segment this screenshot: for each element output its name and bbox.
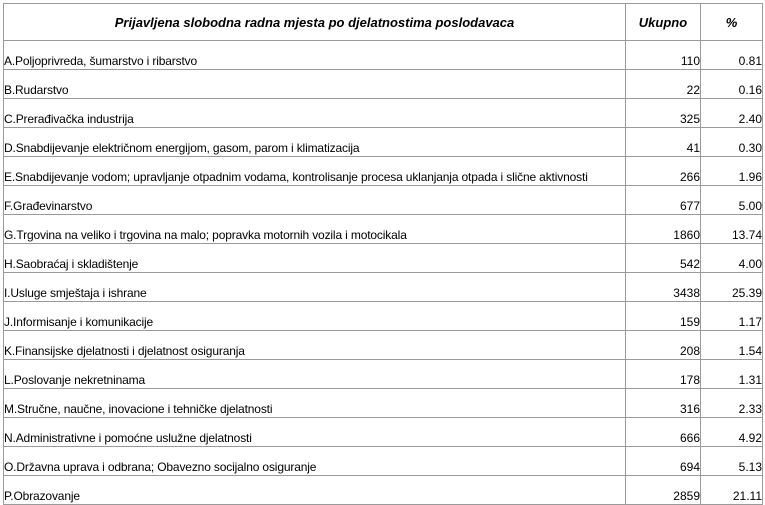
percent-cell: 0.81 — [701, 41, 763, 70]
percent-cell: 2.33 — [701, 389, 763, 418]
activity-name-cell: D.Snabdijevanje električnom energijom, gasom, parom i klimatizacija — [4, 128, 626, 157]
percent-cell: 0.30 — [701, 128, 763, 157]
vacancies-by-activity-table — [3, 3, 763, 505]
activity-name-cell: K.Finansijske djelatnosti i djelatnost osiguranja — [4, 331, 626, 360]
total-cell: 316 — [626, 389, 701, 418]
percent-cell: 21.11 — [701, 476, 763, 505]
percent-cell: 1.17 — [701, 302, 763, 331]
percent-cell: 13.74 — [701, 215, 763, 244]
table-row — [4, 70, 763, 99]
total-cell: 542 — [626, 244, 701, 273]
percent-cell: 4.92 — [701, 418, 763, 447]
table-row — [4, 360, 763, 389]
table-row — [4, 244, 763, 273]
percent-cell: 25.39 — [701, 273, 763, 302]
total-cell: 666 — [626, 418, 701, 447]
total-cell: 3438 — [626, 273, 701, 302]
table-row — [4, 331, 763, 360]
table-row — [4, 128, 763, 157]
total-cell: 1860 — [626, 215, 701, 244]
percent-cell: 4.00 — [701, 244, 763, 273]
table-row — [4, 215, 763, 244]
table-row — [4, 186, 763, 215]
table-row — [4, 447, 763, 476]
total-cell: 694 — [626, 447, 701, 476]
table-row — [4, 41, 763, 70]
activity-name-cell: B.Rudarstvo — [4, 70, 626, 99]
percent-cell: 1.54 — [701, 331, 763, 360]
total-cell: 325 — [626, 99, 701, 128]
activity-name-cell: P.Obrazovanje — [4, 476, 626, 505]
total-cell: 677 — [626, 186, 701, 215]
activity-name-cell: I.Usluge smještaja i ishrane — [4, 273, 626, 302]
activity-name-cell: J.Informisanje i komunikacije — [4, 302, 626, 331]
activity-name-cell: A.Poljoprivreda, šumarstvo i ribarstvo — [4, 41, 626, 70]
activity-name-cell: L.Poslovanje nekretninama — [4, 360, 626, 389]
activity-name-cell: E.Snabdijevanje vodom; upravljanje otpadnim vodama, kontrolisanje procesa uklanjanja otpada i slične aktivnosti — [4, 157, 626, 186]
percent-cell: 2.40 — [701, 99, 763, 128]
total-cell: 159 — [626, 302, 701, 331]
percent-column-header: % — [701, 4, 763, 41]
table-title-header: Prijavljena slobodna radna mjesta po djelatnostima poslodavaca — [4, 4, 626, 41]
percent-cell: 1.96 — [701, 157, 763, 186]
activity-name-cell: C.Prerađivačka industrija — [4, 99, 626, 128]
activity-name-cell: N.Administrativne i pomoćne uslužne djelatnosti — [4, 418, 626, 447]
activity-name-cell: M.Stručne, naučne, inovacione i tehničke djelatnosti — [4, 389, 626, 418]
percent-cell: 0.16 — [701, 70, 763, 99]
percent-cell: 5.13 — [701, 447, 763, 476]
activity-name-cell: O.Državna uprava i odbrana; Obavezno socijalno osiguranje — [4, 447, 626, 476]
total-cell: 266 — [626, 157, 701, 186]
table-row — [4, 389, 763, 418]
total-cell: 110 — [626, 41, 701, 70]
total-cell: 178 — [626, 360, 701, 389]
total-cell: 208 — [626, 331, 701, 360]
table-row — [4, 99, 763, 128]
table-row — [4, 157, 763, 186]
percent-cell: 1.31 — [701, 360, 763, 389]
total-cell: 41 — [626, 128, 701, 157]
activity-name-cell: F.Građevinarstvo — [4, 186, 626, 215]
table-row — [4, 273, 763, 302]
table-row — [4, 476, 763, 505]
total-cell: 2859 — [626, 476, 701, 505]
percent-cell: 5.00 — [701, 186, 763, 215]
activity-name-cell: H.Saobraćaj i skladištenje — [4, 244, 626, 273]
total-cell: 22 — [626, 70, 701, 99]
activity-name-cell: G.Trgovina na veliko i trgovina na malo; popravka motornih vozila i motocikala — [4, 215, 626, 244]
table-row — [4, 418, 763, 447]
table-header-row — [4, 4, 763, 41]
table-row — [4, 302, 763, 331]
total-column-header: Ukupno — [626, 4, 701, 41]
